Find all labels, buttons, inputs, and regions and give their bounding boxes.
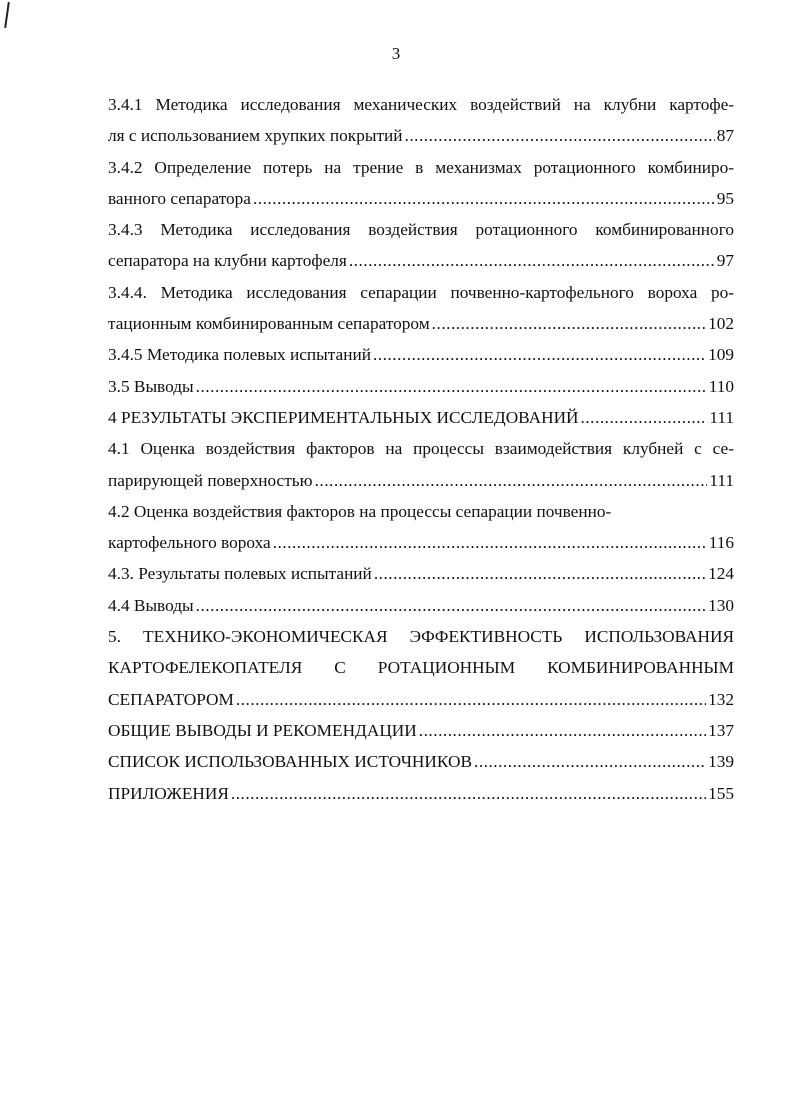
toc-entry-title-line: 4.1 Оценка воздействия факторов на процессы взаимодействия клубней с се- (108, 439, 734, 459)
toc-entry[interactable] (108, 778, 734, 809)
toc-entry-last-line (108, 778, 734, 809)
toc-entry[interactable] (108, 590, 734, 621)
toc-page-number: 97 (716, 251, 734, 271)
toc-page-number: 109 (708, 345, 734, 365)
toc-dot-leader (374, 558, 706, 589)
toc-entry[interactable] (108, 402, 734, 433)
toc-dot-leader (373, 339, 706, 370)
toc-entry[interactable] (108, 89, 734, 152)
toc-page-number: 116 (708, 533, 734, 553)
toc-entry-last-line (108, 245, 734, 276)
toc-entry-last-line (108, 308, 734, 339)
toc-entry[interactable] (108, 746, 734, 777)
toc-dot-leader (196, 371, 707, 402)
toc-entry-title: 4 РЕЗУЛЬТАТЫ ЭКСПЕРИМЕНТАЛЬНЫХ ИССЛЕДОВАНИЙ (108, 407, 579, 427)
margin-pen-mark (4, 2, 10, 28)
toc-entry[interactable] (108, 433, 734, 496)
toc-dot-leader (315, 465, 708, 496)
toc-entry-last-line (108, 402, 734, 433)
toc-entry-title-line: 3.4.2 Определение потерь на трение в механизмах ротационного комбиниро- (108, 157, 734, 177)
toc-entry-title-line: 3.4.1 Методика исследования механических воздействий на клубни картофе- (108, 95, 734, 114)
toc-dot-leader (432, 308, 706, 339)
toc-entry-title: картофельного вороха (108, 533, 271, 553)
page-number: 3 (391, 44, 401, 63)
toc-page-number: 87 (716, 126, 734, 146)
toc-page-number: 155 (708, 783, 734, 803)
toc-entry-title: ОБЩИЕ ВЫВОДЫ И РЕКОМЕНДАЦИИ (108, 720, 417, 740)
toc-entry-title: парирующей поверхностью (108, 470, 313, 490)
toc-dot-leader (236, 684, 706, 715)
toc-page-number: 110 (708, 376, 734, 396)
toc-dot-leader (474, 746, 706, 777)
toc-entry-title-line: 3.4.4. Методика исследования сепарации почвенно-картофельного вороха ро- (108, 282, 734, 302)
toc-entry-title: ванного сепаратора (108, 188, 251, 208)
toc-entry-title: ПРИЛОЖЕНИЯ (108, 783, 229, 803)
toc-entry-title-line: 5. ТЕХНИКО-ЭКОНОМИЧЕСКАЯ ЭФФЕКТИВНОСТЬ ИСПОЛЬЗОВАНИЯ (108, 627, 734, 647)
toc-entry-last-line (108, 465, 734, 496)
toc-entry-title: СЕПАРАТОРОМ (108, 689, 234, 709)
toc-page-number: 130 (708, 595, 734, 615)
toc-entry[interactable] (108, 496, 734, 559)
toc-page-number: 95 (716, 188, 734, 208)
toc-entry-title: 4.4 Выводы (108, 595, 194, 615)
toc-entry[interactable] (108, 558, 734, 589)
toc-entry-title: 3.4.5 Методика полевых испытаний (108, 345, 371, 365)
toc-entry[interactable] (108, 214, 734, 277)
toc-page-number: 111 (709, 407, 734, 427)
toc-entry-last-line (108, 339, 734, 370)
toc-entry-last-line (108, 746, 734, 777)
toc-dot-leader (349, 245, 715, 276)
toc-entry-last-line (108, 558, 734, 589)
toc-entry-last-line (108, 590, 734, 621)
toc-page-number: 137 (708, 720, 734, 740)
toc-entry-title-line: КАРТОФЕЛЕКОПАТЕЛЯ С РОТАЦИОННЫМ КОМБИНИРОВАННЫМ (108, 658, 734, 678)
toc-page-number: 139 (708, 752, 734, 772)
toc-entry-last-line (108, 371, 734, 402)
toc-entry[interactable] (108, 339, 734, 370)
toc-entry-title-line: 4.2 Оценка воздействия факторов на процессы сепарации почвенно- (108, 501, 612, 521)
toc-dot-leader (231, 778, 706, 809)
toc-dot-leader (196, 590, 706, 621)
toc-entry-title: 4.3. Результаты полевых испытаний (108, 564, 372, 584)
toc-entry[interactable] (108, 371, 734, 402)
toc-entry-title: СПИСОК ИСПОЛЬЗОВАННЫХ ИСТОЧНИКОВ (108, 752, 472, 772)
toc-page-number: 124 (708, 564, 734, 584)
toc-entry-last-line (108, 684, 734, 715)
toc-entry-title: сепаратора на клубни картофеля (108, 251, 347, 271)
toc-page-number: 102 (708, 314, 734, 334)
toc-entry-last-line (108, 183, 734, 214)
toc-entry-last-line (108, 527, 734, 558)
toc-dot-leader (273, 527, 707, 558)
toc-page-number: 132 (708, 689, 734, 709)
toc-entry-last-line (108, 715, 734, 746)
toc-entry[interactable] (108, 715, 734, 746)
table-of-contents (108, 89, 734, 809)
toc-page-number: 111 (709, 470, 734, 490)
toc-dot-leader (419, 715, 706, 746)
toc-entry-title: ля с использованием хрупких покрытий (108, 126, 403, 146)
toc-entry[interactable] (108, 621, 734, 715)
toc-entry[interactable] (108, 277, 734, 340)
toc-dot-leader (405, 120, 715, 151)
toc-entry[interactable] (108, 152, 734, 215)
toc-entry-title: тационным комбинированным сепаратором (108, 314, 430, 334)
toc-entry-title: 3.5 Выводы (108, 376, 194, 396)
toc-dot-leader (581, 402, 708, 433)
toc-entry-title-line: 3.4.3 Методика исследования воздействия ротационного комбинированного (108, 220, 734, 240)
toc-entry-last-line (108, 120, 734, 151)
toc-dot-leader (253, 183, 715, 214)
